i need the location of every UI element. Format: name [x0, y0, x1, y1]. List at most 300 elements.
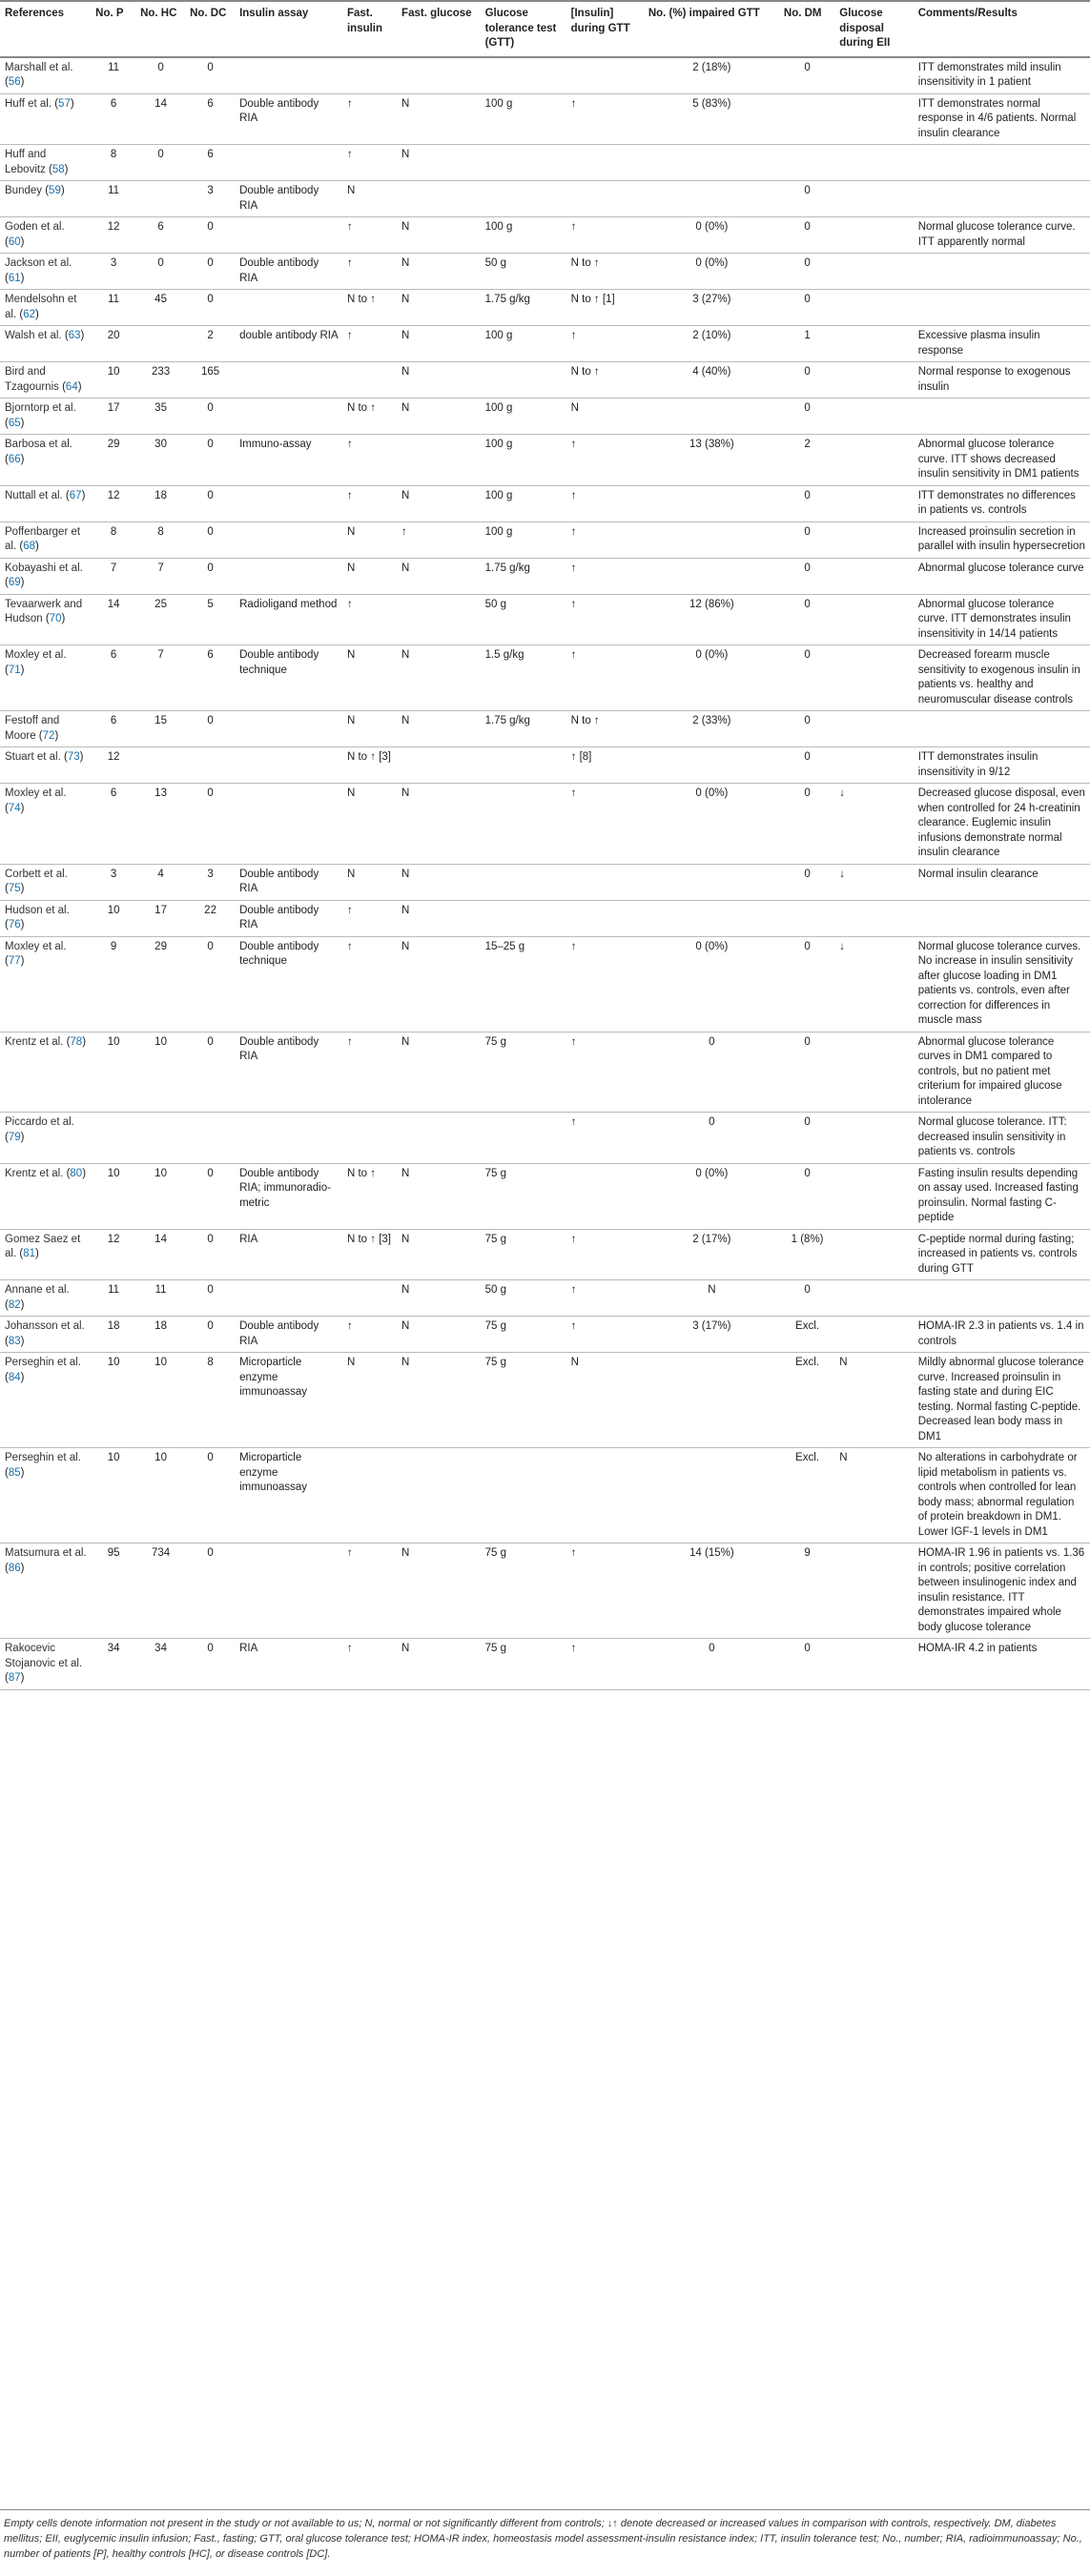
cell-no-dc: 0 [185, 1639, 235, 1690]
cell-no-dc: 3 [185, 864, 235, 900]
cell-fast-insulin: N [342, 521, 397, 558]
cell-gtt: 50 g [481, 1280, 566, 1317]
cell-no-dm: 1 (8%) [779, 1229, 834, 1280]
table-row [0, 521, 1090, 558]
citation-link[interactable]: 87 [8, 1672, 21, 1684]
cell-fast-insulin: N [342, 558, 397, 594]
citation-link[interactable]: 67 [69, 489, 82, 501]
cell-fast-glucose [397, 594, 481, 645]
cell-no-hc: 7 [135, 558, 185, 594]
cell-reference [0, 1448, 91, 1544]
cell-fast-insulin: N [342, 1353, 397, 1448]
citation-wrapper: (77) [5, 955, 25, 967]
cell-comments: Decreased forearm muscle sensitivity to exogenous insulin in patients vs. healthy and neuromuscular disease controls [914, 645, 1090, 711]
cell-gtt [481, 1113, 566, 1164]
header-no-dc: No. DC [185, 1, 235, 57]
citation-wrapper: (76) [5, 919, 25, 930]
cell-reference [0, 1639, 91, 1690]
cell-comments [914, 290, 1090, 326]
citation-link[interactable]: 85 [8, 1466, 21, 1479]
cell-fast-glucose: N [397, 290, 481, 326]
cell-glucose-disposal [834, 181, 913, 217]
cell-no-hc: 233 [135, 362, 185, 399]
cell-no-p: 8 [91, 521, 135, 558]
cell-no-hc: 30 [135, 435, 185, 486]
cell-reference [0, 399, 91, 435]
citation-link[interactable]: 57 [58, 97, 71, 110]
cell-no-p: 11 [91, 181, 135, 217]
cell-insulin-assay: Double antibody RIA [235, 93, 342, 145]
citation-link[interactable]: 76 [8, 919, 21, 930]
cell-no-dm: 0 [779, 290, 834, 326]
cell-insulin-during-gtt [566, 864, 644, 900]
table-row [0, 900, 1090, 936]
reference-author: Stuart et al. [5, 751, 61, 763]
cell-reference [0, 1113, 91, 1164]
citation-wrapper: (72) [35, 729, 59, 742]
cell-gtt [481, 864, 566, 900]
citation-link[interactable]: 86 [8, 1562, 21, 1574]
cell-impaired-gtt: 0 (0%) [644, 784, 779, 865]
cell-fast-insulin [342, 1448, 397, 1544]
cell-comments [914, 145, 1090, 181]
cell-gtt: 75 g [481, 1032, 566, 1113]
cell-reference [0, 900, 91, 936]
table-row [0, 645, 1090, 711]
cell-comments: Increased proinsulin secretion in parallel with insulin hypersecretion [914, 521, 1090, 558]
cell-no-hc: 18 [135, 1317, 185, 1353]
cell-impaired-gtt: 3 (27%) [644, 290, 779, 326]
cell-comments: Normal glucose tolerance curve. ITT apparently normal [914, 217, 1090, 254]
table-row [0, 1229, 1090, 1280]
cell-fast-insulin: N [342, 864, 397, 900]
cell-insulin-assay: double antibody RIA [235, 326, 342, 362]
cell-no-p: 6 [91, 711, 135, 747]
cell-fast-insulin: N to ↑ [342, 290, 397, 326]
reference-author: Poffenbarger et al. [5, 525, 81, 552]
table-footnote: Empty cells denote information not present in the study or not available to us; N, normal or not significantly different from controls; ↓↑ denote decreased or increased values in comparison with controls, respectively. DM, diabetes mellitus; EII, euglycemic insulin infusion; Fast., fasting; GTT, oral glucose tolerance test; HOMA-IR index, homeostasis model assessment-insulin resistance index; ITT, insulin tolerance test; No., number; RIA, radioimmunoassay; No., number of patients [P], healthy controls [HC], or disease controls [DC]. [0, 2509, 1090, 2567]
cell-gtt [481, 784, 566, 865]
cell-insulin-during-gtt [566, 181, 644, 217]
citation-link[interactable]: 70 [49, 613, 62, 624]
cell-glucose-disposal [834, 594, 913, 645]
cell-no-hc: 45 [135, 290, 185, 326]
table-row [0, 747, 1090, 784]
cell-fast-glucose: N [397, 784, 481, 865]
header-glucose-disposal: Glucose disposal during EII [834, 1, 913, 57]
citation-wrapper: (56) [5, 76, 25, 88]
cell-impaired-gtt: 2 (33%) [644, 711, 779, 747]
cell-no-dm: 0 [779, 558, 834, 594]
cell-comments: HOMA-IR 4.2 in patients [914, 1639, 1090, 1690]
cell-fast-insulin: N [342, 784, 397, 865]
cell-insulin-during-gtt: N [566, 399, 644, 435]
cell-comments [914, 900, 1090, 936]
citation-link[interactable]: 69 [8, 577, 21, 588]
table-row [0, 1163, 1090, 1229]
cell-insulin-during-gtt: N to ↑ [566, 711, 644, 747]
cell-insulin-during-gtt [566, 145, 644, 181]
cell-no-dm: 0 [779, 57, 834, 94]
cell-reference [0, 362, 91, 399]
cell-no-dm: 0 [779, 645, 834, 711]
cell-no-dm: 1 [779, 326, 834, 362]
cell-no-hc: 10 [135, 1032, 185, 1113]
cell-glucose-disposal [834, 1544, 913, 1639]
cell-no-p: 8 [91, 145, 135, 181]
reference-author: Annane et al. [5, 1284, 70, 1296]
reference-author: Festoff and Moore [5, 715, 60, 742]
header-no-dm: No. DM [779, 1, 834, 57]
cell-fast-glucose: N [397, 864, 481, 900]
cell-no-hc [135, 326, 185, 362]
cell-reference [0, 1280, 91, 1317]
citation-link[interactable]: 83 [8, 1335, 21, 1347]
cell-insulin-during-gtt: ↑ [566, 326, 644, 362]
cell-impaired-gtt: 12 (86%) [644, 594, 779, 645]
cell-insulin-assay [235, 521, 342, 558]
cell-impaired-gtt [644, 485, 779, 521]
cell-fast-insulin: ↑ [342, 217, 397, 254]
table-row [0, 864, 1090, 900]
citation-link[interactable]: 80 [70, 1167, 83, 1179]
cell-comments: ITT demonstrates insulin insensitivity in 9/12 [914, 747, 1090, 784]
citation-link[interactable]: 60 [8, 235, 21, 248]
cell-no-dc: 0 [185, 936, 235, 1032]
citation-link[interactable]: 72 [42, 729, 55, 742]
reference-author: Hudson et al. [5, 904, 70, 916]
cell-insulin-assay [235, 1544, 342, 1639]
cell-reference [0, 1317, 91, 1353]
citation-link[interactable]: 61 [8, 272, 21, 284]
reference-author: Perseghin et al. [5, 1357, 81, 1368]
cell-no-p: 11 [91, 1280, 135, 1317]
citation-link[interactable]: 79 [8, 1131, 21, 1143]
cell-no-dc: 2 [185, 326, 235, 362]
cell-insulin-during-gtt: ↑ [566, 217, 644, 254]
cell-no-hc: 25 [135, 594, 185, 645]
cell-fast-insulin: ↑ [342, 485, 397, 521]
reference-author: Krentz et al. [5, 1167, 64, 1179]
cell-glucose-disposal [834, 711, 913, 747]
citation-link[interactable]: 71 [8, 664, 21, 676]
citation-link[interactable]: 82 [8, 1298, 21, 1311]
cell-comments: Abnormal glucose tolerance curves in DM1 compared to controls, but no patient met criterium for impaired glucose intolerance [914, 1032, 1090, 1113]
cell-fast-insulin [342, 57, 397, 94]
cell-insulin-during-gtt [566, 57, 644, 94]
cell-no-p: 10 [91, 1448, 135, 1544]
cell-no-dc: 0 [185, 1280, 235, 1317]
cell-impaired-gtt: 3 (17%) [644, 1317, 779, 1353]
table-row [0, 57, 1090, 94]
cell-no-dm: 0 [779, 864, 834, 900]
cell-impaired-gtt: 0 [644, 1639, 779, 1690]
cell-no-hc: 13 [135, 784, 185, 865]
cell-glucose-disposal: N [834, 1448, 913, 1544]
cell-insulin-assay: Double antibody RIA [235, 181, 342, 217]
header-fast-glucose: Fast. glucose [397, 1, 481, 57]
cell-comments: C-peptide normal during fasting; increased in patients vs. controls during GTT [914, 1229, 1090, 1280]
cell-insulin-during-gtt: ↑ [566, 645, 644, 711]
cell-fast-insulin: ↑ [342, 936, 397, 1032]
cell-fast-glucose: N [397, 900, 481, 936]
citation-wrapper: (61) [5, 272, 25, 284]
cell-glucose-disposal [834, 1032, 913, 1113]
citation-wrapper: (75) [5, 883, 25, 894]
cell-insulin-assay: Double antibody RIA; immunoradio-metric [235, 1163, 342, 1229]
cell-no-dm: 0 [779, 594, 834, 645]
cell-no-p: 11 [91, 57, 135, 94]
citation-link[interactable]: 62 [23, 308, 35, 320]
cell-no-p: 6 [91, 645, 135, 711]
cell-fast-glucose: N [397, 558, 481, 594]
reference-author: Tevaarwerk and Hudson [5, 598, 83, 624]
cell-comments: Fasting insulin results depending on assay used. Increased fasting proinsulin. Normal fasting C-peptide [914, 1163, 1090, 1229]
cell-comments [914, 399, 1090, 435]
citation-link[interactable]: 63 [68, 330, 81, 341]
cell-no-dc: 5 [185, 594, 235, 645]
cell-gtt: 1.5 g/kg [481, 645, 566, 711]
cell-no-hc: 7 [135, 645, 185, 711]
citation-link[interactable]: 74 [8, 802, 21, 814]
cell-fast-glucose [397, 435, 481, 486]
cell-impaired-gtt: 2 (18%) [644, 57, 779, 94]
cell-insulin-during-gtt [566, 1163, 644, 1229]
cell-insulin-assay [235, 217, 342, 254]
reference-author: Huff et al. [5, 97, 52, 110]
cell-no-dc [185, 1113, 235, 1164]
cell-no-dm: 0 [779, 1113, 834, 1164]
cell-no-p: 10 [91, 1032, 135, 1113]
cell-no-hc: 10 [135, 1163, 185, 1229]
cell-insulin-assay: Double antibody RIA [235, 864, 342, 900]
cell-impaired-gtt: N [644, 1280, 779, 1317]
cell-glucose-disposal [834, 485, 913, 521]
reference-author: Perseghin et al. [5, 1452, 81, 1463]
cell-fast-glucose: N [397, 217, 481, 254]
cell-no-dc: 0 [185, 1544, 235, 1639]
citation-link[interactable]: 68 [23, 541, 35, 552]
cell-gtt: 100 g [481, 435, 566, 486]
cell-glucose-disposal [834, 217, 913, 254]
citation-link[interactable]: 65 [8, 417, 21, 429]
citation-link[interactable]: 73 [67, 751, 80, 763]
cell-no-p: 34 [91, 1639, 135, 1690]
cell-glucose-disposal [834, 290, 913, 326]
citation-link[interactable]: 58 [51, 163, 65, 175]
cell-insulin-assay [235, 747, 342, 784]
cell-no-hc: 35 [135, 399, 185, 435]
cell-impaired-gtt: 2 (10%) [644, 326, 779, 362]
cell-glucose-disposal [834, 362, 913, 399]
cell-insulin-assay: Double antibody RIA [235, 254, 342, 290]
citation-link[interactable]: 75 [8, 883, 21, 894]
cell-insulin-assay [235, 1280, 342, 1317]
citation-wrapper: (63) [61, 330, 85, 341]
cell-fast-glucose: ↑ [397, 521, 481, 558]
citation-link[interactable]: 77 [8, 955, 21, 967]
cell-comments [914, 711, 1090, 747]
cell-glucose-disposal [834, 900, 913, 936]
cell-comments [914, 181, 1090, 217]
table-row [0, 1317, 1090, 1353]
citation-wrapper: (67) [62, 489, 86, 501]
cell-no-dc: 165 [185, 362, 235, 399]
cell-no-p: 20 [91, 326, 135, 362]
citation-wrapper: (73) [60, 751, 84, 763]
cell-insulin-assay [235, 711, 342, 747]
table-row [0, 254, 1090, 290]
cell-no-hc [135, 1113, 185, 1164]
cell-no-dm: 0 [779, 485, 834, 521]
cell-comments: Normal response to exogenous insulin [914, 362, 1090, 399]
cell-no-dm [779, 900, 834, 936]
cell-no-dc: 0 [185, 1448, 235, 1544]
cell-impaired-gtt: 13 (38%) [644, 435, 779, 486]
citation-link[interactable]: 56 [8, 76, 21, 88]
cell-comments: HOMA-IR 2.3 in patients vs. 1.4 in controls [914, 1317, 1090, 1353]
cell-no-hc: 0 [135, 254, 185, 290]
cell-impaired-gtt [644, 521, 779, 558]
cell-reference [0, 181, 91, 217]
cell-reference [0, 747, 91, 784]
cell-fast-insulin [342, 1113, 397, 1164]
citation-wrapper: (82) [5, 1298, 25, 1311]
cell-fast-glucose: N [397, 1353, 481, 1448]
reference-author: Jackson et al. [5, 257, 72, 269]
cell-glucose-disposal: N [834, 1353, 913, 1448]
citation-wrapper: (84) [5, 1371, 25, 1383]
cell-glucose-disposal [834, 558, 913, 594]
cell-insulin-during-gtt: ↑ [566, 1113, 644, 1164]
cell-no-dm: 0 [779, 181, 834, 217]
citation-link[interactable]: 84 [8, 1371, 21, 1383]
cell-gtt: 15–25 g [481, 936, 566, 1032]
cell-no-dc: 6 [185, 93, 235, 145]
cell-reference [0, 1544, 91, 1639]
cell-no-dc: 0 [185, 399, 235, 435]
cell-reference [0, 558, 91, 594]
reference-author: Rakocevic Stojanovic et al. [5, 1643, 83, 1669]
table-row [0, 217, 1090, 254]
citation-wrapper: (69) [5, 577, 25, 588]
cell-no-hc: 17 [135, 900, 185, 936]
cell-glucose-disposal [834, 1317, 913, 1353]
cell-fast-glucose [397, 1448, 481, 1544]
cell-no-hc: 8 [135, 521, 185, 558]
cell-reference [0, 864, 91, 900]
cell-insulin-during-gtt: ↑ [566, 1544, 644, 1639]
cell-gtt: 75 g [481, 1229, 566, 1280]
cell-no-dc [185, 747, 235, 784]
citation-link[interactable]: 59 [49, 185, 61, 196]
cell-gtt: 1.75 g/kg [481, 290, 566, 326]
cell-fast-insulin: N to ↑ [3] [342, 747, 397, 784]
citation-wrapper: (86) [5, 1562, 25, 1574]
cell-no-dc: 0 [185, 558, 235, 594]
citation-wrapper: (66) [5, 453, 25, 465]
cell-fast-glucose: N [397, 399, 481, 435]
cell-no-dm: Excl. [779, 1353, 834, 1448]
cell-insulin-during-gtt: ↑ [566, 93, 644, 145]
cell-glucose-disposal: ↓ [834, 784, 913, 865]
cell-fast-glucose: N [397, 1639, 481, 1690]
cell-fast-insulin: ↑ [342, 1639, 397, 1690]
cell-insulin-assay: Double antibody RIA [235, 1317, 342, 1353]
cell-comments: Abnormal glucose tolerance curve. ITT shows decreased insulin sensitivity in DM1 patients [914, 435, 1090, 486]
cell-reference [0, 145, 91, 181]
cell-fast-glucose: N [397, 1163, 481, 1229]
header-insulin-during-gtt: [Insulin] during GTT [566, 1, 644, 57]
citation-wrapper: (64) [58, 380, 82, 393]
cell-impaired-gtt [644, 145, 779, 181]
cell-insulin-during-gtt: ↑ [566, 1639, 644, 1690]
cell-no-p: 6 [91, 784, 135, 865]
cell-comments: ITT demonstrates normal response in 4/6 patients. Normal insulin clearance [914, 93, 1090, 145]
cell-no-p [91, 1113, 135, 1164]
header-comments: Comments/Results [914, 1, 1090, 57]
cell-gtt [481, 181, 566, 217]
cell-fast-insulin [342, 1280, 397, 1317]
reference-author: Kobayashi et al. [5, 562, 83, 574]
cell-no-dc: 0 [185, 435, 235, 486]
cell-fast-glucose: N [397, 485, 481, 521]
table-row [0, 1448, 1090, 1544]
cell-glucose-disposal [834, 747, 913, 784]
cell-no-p: 10 [91, 1353, 135, 1448]
cell-gtt: 100 g [481, 93, 566, 145]
citation-wrapper: (83) [5, 1335, 25, 1347]
cell-impaired-gtt: 0 [644, 1032, 779, 1113]
cell-insulin-assay: Double antibody RIA [235, 900, 342, 936]
cell-no-p: 3 [91, 254, 135, 290]
cell-insulin-during-gtt: N to ↑ [566, 362, 644, 399]
table-row [0, 1113, 1090, 1164]
cell-no-dm: 0 [779, 521, 834, 558]
cell-fast-glucose [397, 747, 481, 784]
cell-reference [0, 217, 91, 254]
cell-fast-insulin: N [342, 645, 397, 711]
cell-no-dm: Excl. [779, 1448, 834, 1544]
table-body [0, 57, 1090, 1690]
cell-insulin-assay [235, 558, 342, 594]
cell-impaired-gtt: 0 (0%) [644, 645, 779, 711]
table-row [0, 1032, 1090, 1113]
citation-link[interactable]: 64 [65, 380, 78, 393]
reference-author: Marshall et al. [5, 61, 73, 73]
citation-link[interactable]: 78 [70, 1035, 83, 1048]
cell-no-p: 9 [91, 936, 135, 1032]
citation-link[interactable]: 81 [23, 1248, 35, 1259]
cell-impaired-gtt [644, 558, 779, 594]
citation-link[interactable]: 66 [8, 453, 21, 465]
cell-no-dc: 0 [185, 57, 235, 94]
cell-no-dm: 0 [779, 362, 834, 399]
cell-fast-insulin: ↑ [342, 254, 397, 290]
cell-no-dc: 3 [185, 181, 235, 217]
header-impaired-gtt: No. (%) impaired GTT [644, 1, 779, 57]
cell-gtt: 50 g [481, 594, 566, 645]
cell-glucose-disposal [834, 399, 913, 435]
table-row [0, 181, 1090, 217]
cell-glucose-disposal [834, 1163, 913, 1229]
cell-no-p: 11 [91, 290, 135, 326]
cell-reference [0, 326, 91, 362]
cell-impaired-gtt: 2 (17%) [644, 1229, 779, 1280]
citation-wrapper: (65) [5, 417, 25, 429]
cell-glucose-disposal [834, 435, 913, 486]
cell-insulin-during-gtt: ↑ [566, 594, 644, 645]
